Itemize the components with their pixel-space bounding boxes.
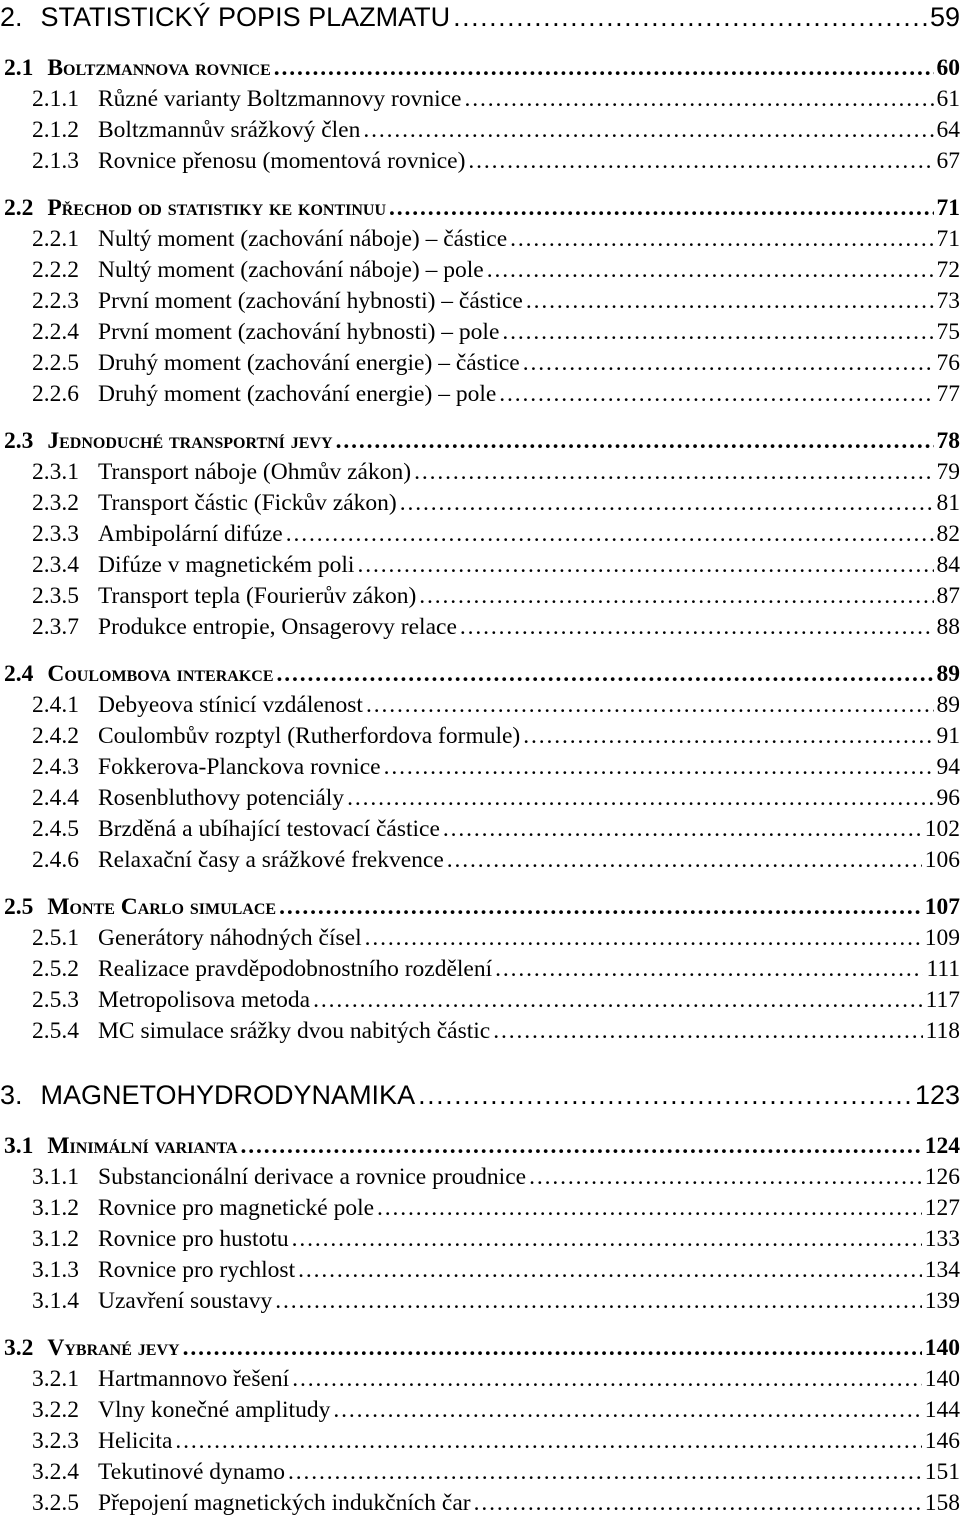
- toc-entry-page: 133: [924, 1226, 960, 1252]
- toc-entry-title: Druhý moment (zachování energie) – pole: [98, 381, 497, 407]
- toc-leader-dots: [495, 956, 923, 983]
- toc-entry-number: 2.1.3: [32, 148, 79, 174]
- toc-entry-title: MAGNETOHYDRODYNAMIKA: [40, 1080, 416, 1110]
- toc-entry-sub[interactable]: [0, 1459, 960, 1486]
- toc-entry-page: 72: [936, 257, 960, 283]
- toc-entry-page: 94: [936, 754, 960, 780]
- toc-entry-number: 3.2.5: [32, 1490, 79, 1516]
- toc-leader-dots: [465, 86, 934, 113]
- toc-entry-page: 151: [924, 1459, 960, 1485]
- toc-entry-number: 2.3.5: [32, 583, 79, 609]
- toc-entry-page: 89: [936, 661, 960, 687]
- toc-entry-title: Coulombův rozptyl (Rutherfordova formule): [98, 723, 521, 749]
- toc-leader-dots: [292, 1366, 922, 1393]
- toc-entry-number: 2.2.5: [32, 350, 79, 376]
- toc-entry-page: 71: [936, 226, 960, 252]
- toc-entry-title: Rovnice pro hustotu: [98, 1226, 289, 1252]
- toc-entry-page: 140: [924, 1335, 960, 1361]
- toc-entry-number: 2.3.4: [32, 552, 79, 578]
- toc-leader-dots: [453, 2, 927, 33]
- toc-entry-title: Transport náboje (Ohmův zákon): [98, 459, 412, 485]
- toc-leader-dots: [377, 1195, 922, 1222]
- toc-leader-dots: [460, 614, 934, 641]
- toc-leader-dots: [468, 148, 933, 175]
- toc-entry-sub[interactable]: [0, 754, 960, 781]
- toc-entry-title: Difúze v magnetickém poli: [98, 552, 355, 578]
- toc-entry-title: První moment (zachování hybnosti) – pole: [98, 319, 500, 345]
- toc-entry-title: STATISTICKÝ POPIS PLAZMATU: [40, 2, 451, 32]
- toc-entry-sub[interactable]: [0, 552, 960, 579]
- toc-leader-dots: [366, 692, 934, 719]
- toc-leader-dots: [183, 1335, 922, 1362]
- toc-entry-title: Realizace pravděpodobnostního rozdělení: [98, 956, 493, 982]
- toc-leader-dots: [487, 257, 934, 284]
- toc-entry-number: 2.3.1: [32, 459, 79, 485]
- toc-leader-dots: [400, 490, 934, 517]
- toc-leader-dots: [313, 987, 923, 1014]
- toc-entry-number: 2.5.3: [32, 987, 79, 1013]
- toc-leader-dots: [529, 1164, 922, 1191]
- toc-entry-section[interactable]: [0, 428, 960, 455]
- toc-leader-dots: [347, 785, 933, 812]
- toc-entry-page: 88: [936, 614, 960, 640]
- toc-entry-title: Přepojení magnetických indukčních čar: [98, 1490, 471, 1516]
- toc-entry-number: 3.1.2: [32, 1226, 79, 1252]
- toc-entry-sub[interactable]: [0, 350, 960, 377]
- toc-entry-title: Hartmannovo řešení: [98, 1366, 290, 1392]
- toc-entry-number: 3.1.4: [32, 1288, 79, 1314]
- toc-entry-number: 2.4.4: [32, 785, 79, 811]
- toc-entry-title: Produkce entropie, Onsagerovy relace: [98, 614, 457, 640]
- toc-entry-number: 2.3: [4, 428, 34, 454]
- toc-entry-page: 140: [924, 1366, 960, 1392]
- toc-entry-number: 3.1.3: [32, 1257, 79, 1283]
- toc-entry-number: 2.5.1: [32, 925, 79, 951]
- toc-leader-dots: [336, 428, 934, 455]
- toc-entry-title: Rovnice pro magnetické pole: [98, 1195, 375, 1221]
- toc-entry-sub[interactable]: [0, 1018, 960, 1045]
- toc-entry-number: 2.4: [4, 661, 34, 687]
- toc-entry-number: 2.3.7: [32, 614, 79, 640]
- toc-entry-page: 87: [936, 583, 960, 609]
- toc-entry-page: 134: [924, 1257, 960, 1283]
- toc-entry-title: Substancionální derivace a rovnice proudnice: [98, 1164, 527, 1190]
- toc-entry-number: 3.1.2: [32, 1195, 79, 1221]
- toc-entry-number: 2.4.1: [32, 692, 79, 718]
- toc-entry-number: 2.1: [4, 55, 34, 81]
- toc-leader-dots: [414, 459, 933, 486]
- toc-entry-page: 61: [936, 86, 960, 112]
- toc-entry-title: Generátory náhodných čísel: [98, 925, 362, 951]
- toc-entry-sub[interactable]: [0, 288, 960, 315]
- toc-entry-number: 3.2.4: [32, 1459, 79, 1485]
- toc-entry-number: 2.2: [4, 195, 34, 221]
- toc-entry-sub[interactable]: [0, 490, 960, 517]
- toc-entry-number: 2.3.3: [32, 521, 79, 547]
- toc-leader-dots: [298, 1257, 922, 1284]
- toc-entry-title: Vlny konečné amplitudy: [98, 1397, 331, 1423]
- toc-entry-number: 2.2.6: [32, 381, 79, 407]
- toc-entry-number: 2.2.1: [32, 226, 79, 252]
- toc-entry-page: 76: [936, 350, 960, 376]
- toc-entry-sub[interactable]: [0, 692, 960, 719]
- toc-leader-dots: [447, 847, 922, 874]
- toc-entry-sub[interactable]: [0, 583, 960, 610]
- toc-entry-sub[interactable]: [0, 614, 960, 641]
- toc-leader-dots: [499, 381, 933, 408]
- toc-entry-sub[interactable]: [0, 1490, 960, 1517]
- toc-entry-number: 2.2.2: [32, 257, 79, 283]
- toc-entry-title: Debyeova stínicí vzdálenost: [98, 692, 363, 718]
- toc-entry-page: 158: [924, 1490, 960, 1516]
- toc-leader-dots: [502, 319, 933, 346]
- toc-entry-page: 73: [936, 288, 960, 314]
- toc-entry-title: Coulombova interakce: [47, 661, 274, 687]
- toc-entry-title: Rosenbluthovy potenciály: [98, 785, 345, 811]
- toc-entry-section[interactable]: [0, 1133, 960, 1160]
- toc-entry-sub[interactable]: [0, 257, 960, 284]
- toc-leader-dots: [418, 1080, 912, 1111]
- toc-entry-title: Ambipolární difúze: [98, 521, 283, 547]
- toc-entry-sub[interactable]: [0, 1288, 960, 1315]
- toc-leader-dots: [365, 925, 922, 952]
- toc-entry-page: 118: [925, 1018, 960, 1044]
- toc-leader-dots: [443, 816, 922, 843]
- toc-entry-title: Rovnice pro rychlost: [98, 1257, 296, 1283]
- toc-entry-title: Přechod od statistiky ke kontinuu: [47, 195, 387, 221]
- toc-entry-number: 2.2.3: [32, 288, 79, 314]
- toc-leader-dots: [389, 195, 933, 222]
- toc-leader-dots: [333, 1397, 921, 1424]
- toc-entry-page: 59: [929, 2, 960, 32]
- toc-entry-sub[interactable]: [0, 117, 960, 144]
- toc-entry-title: MC simulace srážky dvou nabitých částic: [98, 1018, 491, 1044]
- toc-leader-dots: [275, 1288, 922, 1315]
- toc-entry-number: 2.: [0, 2, 23, 32]
- toc-leader-dots: [286, 521, 934, 548]
- toc-entry-number: 3.1: [4, 1133, 34, 1159]
- toc-leader-dots: [384, 754, 934, 781]
- toc-entry-title: Minimální varianta: [47, 1133, 238, 1159]
- toc-entry-page: 78: [936, 428, 960, 454]
- toc-entry-sub[interactable]: [0, 319, 960, 346]
- toc-entry-sub[interactable]: [0, 1226, 960, 1253]
- toc-entry-section[interactable]: [0, 55, 960, 82]
- toc-entry-title: Vybrané jevy: [47, 1335, 180, 1361]
- toc-entry-sub[interactable]: [0, 459, 960, 486]
- toc-entry-page: 127: [924, 1195, 960, 1221]
- toc-entry-page: 123: [914, 1080, 960, 1110]
- toc-entry-number: 2.3.2: [32, 490, 79, 516]
- toc-entry-page: 109: [924, 925, 960, 951]
- toc-entry-page: 117: [925, 987, 960, 1013]
- toc-entry-page: 144: [924, 1397, 960, 1423]
- toc-entry-title: Druhý moment (zachování energie) – částice: [98, 350, 520, 376]
- toc-entry-number: 3.2.2: [32, 1397, 79, 1423]
- toc-entry-sub[interactable]: [0, 226, 960, 253]
- toc-leader-dots: [175, 1428, 921, 1455]
- toc-entry-title: Nultý moment (zachování náboje) – pole: [98, 257, 484, 283]
- toc-entry-sub[interactable]: [0, 816, 960, 843]
- toc-leader-dots: [419, 583, 933, 610]
- toc-entry-title: Relaxační časy a srážkové frekvence: [98, 847, 444, 873]
- toc-entry-page: 126: [924, 1164, 960, 1190]
- toc-leader-dots: [526, 288, 934, 315]
- toc-entry-sub[interactable]: [0, 723, 960, 750]
- toc-entry-number: 3.2: [4, 1335, 34, 1361]
- toc-leader-dots: [292, 1226, 922, 1253]
- toc-entry-sub[interactable]: [0, 1366, 960, 1393]
- toc-entry-page: 107: [924, 894, 960, 920]
- toc-leader-dots: [363, 117, 933, 144]
- toc-entry-number: 2.4.6: [32, 847, 79, 873]
- toc-entry-sub[interactable]: [0, 987, 960, 1014]
- toc-entry-section[interactable]: [0, 661, 960, 688]
- toc-entry-page: 60: [936, 55, 960, 81]
- toc-entry-sub[interactable]: [0, 1164, 960, 1191]
- toc-leader-dots: [274, 55, 934, 82]
- toc-entry-page: 84: [936, 552, 960, 578]
- toc-entry-sub[interactable]: [0, 785, 960, 812]
- toc-entry-section[interactable]: [0, 894, 960, 921]
- toc-entry-number: 2.1.2: [32, 117, 79, 143]
- toc-leader-dots: [279, 894, 922, 921]
- toc-entry-sub[interactable]: [0, 956, 960, 983]
- toc-entry-title: Nultý moment (zachování náboje) – částice: [98, 226, 508, 252]
- toc-entry-number: 3.1.1: [32, 1164, 79, 1190]
- toc-entry-page: 96: [936, 785, 960, 811]
- toc-entry-number: 3.: [0, 1080, 23, 1110]
- toc-entry-number: 2.4.2: [32, 723, 79, 749]
- toc-entry-page: 124: [924, 1133, 960, 1159]
- toc-leader-dots: [510, 226, 933, 253]
- toc-entry-page: 75: [936, 319, 960, 345]
- toc-entry-page: 77: [936, 381, 960, 407]
- toc-entry-title: První moment (zachování hybnosti) – částice: [98, 288, 523, 314]
- toc-entry-number: 2.5: [4, 894, 34, 920]
- toc-entry-page: 102: [924, 816, 960, 842]
- toc-entry-sub[interactable]: [0, 1257, 960, 1284]
- toc-entry-sub[interactable]: [0, 148, 960, 175]
- toc-entry-page: 64: [936, 117, 960, 143]
- toc-leader-dots: [493, 1018, 922, 1045]
- toc-entry-number: 2.2.4: [32, 319, 79, 345]
- toc-leader-dots: [523, 350, 934, 377]
- toc-entry-sub[interactable]: [0, 1397, 960, 1424]
- toc-entry-sub[interactable]: [0, 1428, 960, 1455]
- toc-entry-section[interactable]: [0, 195, 960, 222]
- toc-entry-title: Monte Carlo simulace: [47, 894, 277, 920]
- toc-entry-sub[interactable]: [0, 847, 960, 874]
- toc-entry-title: Brzděná a ubíhající testovací částice: [98, 816, 440, 842]
- toc-leader-dots: [288, 1459, 922, 1486]
- toc-entry-page: 111: [926, 956, 960, 982]
- toc-entry-page: 91: [936, 723, 960, 749]
- toc-entry-title: Transport částic (Fickův zákon): [98, 490, 397, 516]
- toc-leader-dots: [474, 1490, 922, 1517]
- toc-entry-sub[interactable]: [0, 521, 960, 548]
- toc-entry-page: 89: [936, 692, 960, 718]
- toc-leader-dots: [523, 723, 933, 750]
- toc-entry-number: 3.2.3: [32, 1428, 79, 1454]
- toc-entry-page: 139: [924, 1288, 960, 1314]
- toc-entry-title: Metropolisova metoda: [98, 987, 311, 1013]
- toc-entry-sub[interactable]: [0, 925, 960, 952]
- toc-entry-section[interactable]: [0, 1335, 960, 1362]
- toc-entry-page: 81: [936, 490, 960, 516]
- toc-entry-number: 2.5.4: [32, 1018, 79, 1044]
- toc-entry-sub[interactable]: [0, 1195, 960, 1222]
- toc-entry-sub[interactable]: [0, 381, 960, 408]
- toc-entry-number: 2.1.1: [32, 86, 79, 112]
- toc-entry-page: 106: [924, 847, 960, 873]
- toc-entry-number: 2.5.2: [32, 956, 79, 982]
- toc-entry-number: 3.2.1: [32, 1366, 79, 1392]
- toc-entry-title: Různé varianty Boltzmannovy rovnice: [98, 86, 462, 112]
- toc-entry-title: Rovnice přenosu (momentová rovnice): [98, 148, 466, 174]
- toc-entry-sub[interactable]: [0, 86, 960, 113]
- toc-entry-title: Jednoduché transportní jevy: [47, 428, 333, 454]
- toc-entry-title: Fokkerova-Planckova rovnice: [98, 754, 381, 780]
- toc-entry-title: Helicita: [98, 1428, 173, 1454]
- toc-entry-page: 71: [936, 195, 960, 221]
- toc-leader-dots: [357, 552, 933, 579]
- toc-entry-chapter[interactable]: [0, 1080, 960, 1111]
- toc-entry-chapter[interactable]: [0, 2, 960, 33]
- toc-leader-dots: [241, 1133, 922, 1160]
- toc-entry-title: Boltzmannův srážkový člen: [98, 117, 361, 143]
- toc-entry-title: Boltzmannova rovnice: [47, 55, 271, 81]
- toc-entry-title: Uzavření soustavy: [98, 1288, 273, 1314]
- toc-leader-dots: [277, 661, 934, 688]
- toc-entry-page: 82: [936, 521, 960, 547]
- toc-entry-number: 2.4.5: [32, 816, 79, 842]
- toc-entry-page: 79: [936, 459, 960, 485]
- toc-entry-page: 146: [924, 1428, 960, 1454]
- toc-entry-number: 2.4.3: [32, 754, 79, 780]
- toc-entry-title: Transport tepla (Fourierův zákon): [98, 583, 417, 609]
- toc-entry-title: Tekutinové dynamo: [98, 1459, 285, 1485]
- toc-entry-page: 67: [936, 148, 960, 174]
